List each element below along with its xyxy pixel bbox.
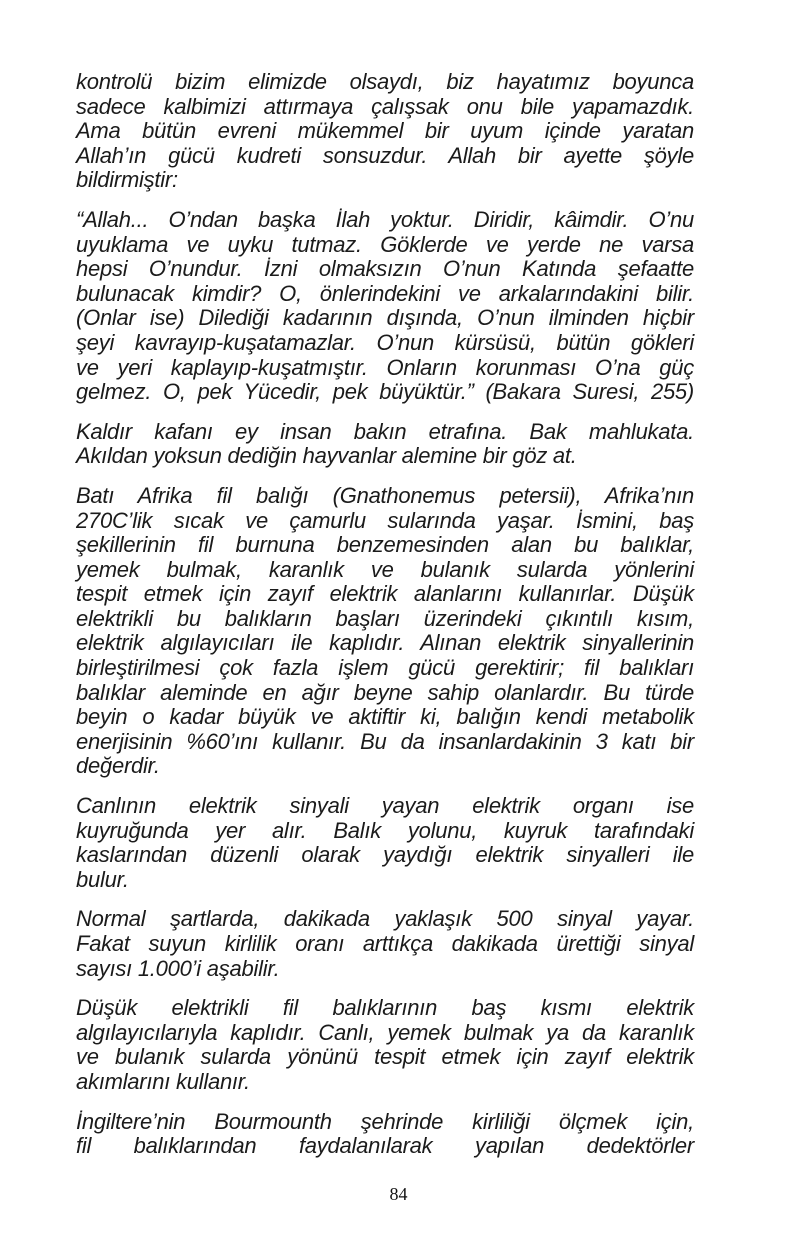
text-line: akımlarını kullanır. — [76, 1068, 250, 1094]
text-line: şekillerinin fil burnuna benzemesinden alan bu balıklar, — [76, 532, 694, 558]
text-line: bildirmiştir: — [76, 167, 178, 193]
text-line: balıklar aleminde en ağır beyne sahip olanlardır. Bu türde — [76, 679, 694, 705]
text-line: Akıldan yoksun dediğin hayvanlar alemine bir göz at. — [76, 443, 577, 469]
text-line: tespit etmek için zayıf elektrik alanlarını kullanırlar. Düşük — [76, 581, 694, 607]
text-line: Kaldır kafanı ey insan bakın etrafına. Bak mahlukata. — [76, 418, 694, 444]
paragraph — [76, 484, 694, 779]
text-line: (Onlar ise) Dilediği kadarının dışında, O’nun ilminden hiçbir — [76, 305, 694, 331]
text-line: Ama bütün evreni mükemmel bir uyum içinde yaratan — [76, 118, 694, 144]
page-text — [76, 70, 694, 1174]
text-line: Normal şartlarda, dakikada yaklaşık 500 sinyal yayar. — [76, 906, 694, 932]
text-line: bulunacak kimdir? O, önlerindekini ve arkalarındakini bilir. — [76, 280, 694, 306]
text-line: kuyruğunda yer alır. Balık yolunu, kuyruk tarafındaki — [76, 817, 694, 843]
text-line: yemek bulmak, karanlık ve bulanık sularda yönlerini — [76, 556, 694, 582]
text-line: fil balıklarından faydalanılarak yapılan dedektörler — [76, 1133, 694, 1159]
text-line: kontrolü bizim elimizde olsaydı, biz hayatımız boyunca — [76, 69, 694, 94]
text-line: beyin o kadar büyük ve aktiftir ki, balığın kendi metabolik — [76, 704, 694, 730]
text-line: 270C’lik sıcak ve çamurlu sularında yaşar. İsmini, baş — [76, 507, 694, 533]
text-line: Allah’ın gücü kudreti sonsuzdur. Allah bir ayette şöyle — [76, 142, 694, 168]
text-line: “Allah... O’ndan başka İlah yoktur. Diridir, kâimdir. O’nu — [76, 206, 694, 232]
text-line: algılayıcılarıyla kaplıdır. Canlı, yemek bulmak ya da karanlık — [76, 1019, 694, 1045]
paragraph — [76, 1110, 694, 1159]
paragraph — [76, 794, 694, 892]
text-line: İngiltere’nin Bourmounth şehrinde kirliliği ölçmek için, — [76, 1108, 694, 1134]
text-line: elektrikli bu balıkların başları üzerindeki çıkıntılı kısım, — [76, 605, 694, 631]
paragraph — [76, 420, 694, 469]
text-line: Canlının elektrik sinyali yayan elektrik organı ise — [76, 793, 694, 819]
paragraph — [76, 996, 694, 1094]
text-line: hepsi O’nundur. İzni olmaksızın O’nun Katında şefaatte — [76, 256, 694, 282]
text-line: kaslarından düzenli olarak yaydığı elektrik sinyalleri ile — [76, 842, 694, 868]
page-number: 84 — [389, 1184, 408, 1204]
text-line: sayısı 1.000’i aşabilir. — [76, 955, 280, 981]
text-line: Batı Afrika fil balığı (Gnathonemus petersii), Afrika’nın — [76, 482, 694, 508]
text-line: Düşük elektrikli fil balıklarının baş kısmı elektrik — [76, 995, 694, 1021]
text-line: gelmez. O, pek Yücedir, pek büyüktür.” (Bakara Suresi, 255) — [76, 379, 694, 405]
text-line: şeyi kavrayıp-kuşatamazlar. O’nun kürsüsü, bütün gökleri — [76, 329, 694, 355]
text-line: elektrik algılayıcıları ile kaplıdır. Alınan elektrik sinyallerinin — [76, 630, 694, 656]
text-line: uyuklama ve uyku tutmaz. Göklerde ve yerde ne varsa — [76, 231, 694, 257]
paragraph — [76, 70, 694, 193]
text-line: bulur. — [76, 866, 129, 892]
paragraph — [76, 907, 694, 981]
text-line: enerjisinin %60’ını kullanır. Bu da insanlardakinin 3 katı bir — [76, 728, 694, 754]
text-line: birleştirilmesi çok fazla işlem gücü gerektirir; fil balıkları — [76, 655, 694, 681]
text-line: ve bulanık sularda yönünü tespit etmek için zayıf elektrik — [76, 1044, 694, 1070]
text-line: Fakat suyun kirlilik oranı arttıkça dakikada ürettiği sinyal — [76, 931, 694, 956]
text-line: değerdir. — [76, 753, 160, 779]
text-line: sadece kalbimizi attırmaya çalışsak onu bile yapamazdık. — [76, 93, 694, 119]
text-line: ve yeri kaplayıp-kuşatmıştır. Onların korunması O’na güç — [76, 354, 694, 380]
paragraph — [76, 208, 694, 405]
